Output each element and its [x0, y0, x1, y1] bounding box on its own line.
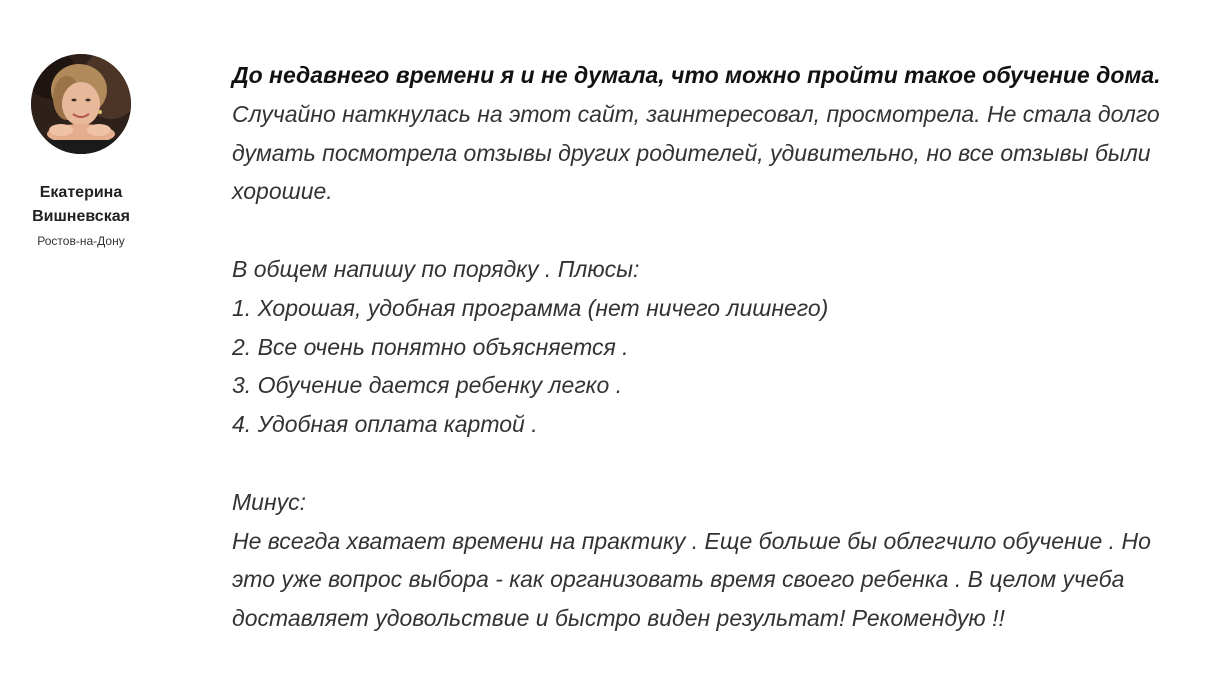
review-text	[232, 56, 1192, 638]
pros-item: 2. Все очень понятно объясняется .	[232, 333, 629, 360]
pros-heading: В общем напишу по порядку . Плюсы:	[232, 255, 640, 282]
paragraph-gap	[232, 444, 1192, 483]
review-intro-line: хорошие.	[232, 178, 333, 205]
paragraph-gap	[232, 211, 1192, 250]
cons-line: доставляет удовольствие и быстро виден результат! Рекомендую !!	[232, 605, 1005, 632]
pros-item: 1. Хорошая, удобная программа (нет ничего лишнего)	[232, 294, 829, 321]
review-intro-line: Случайно наткнулась на этот сайт, заинтересовал, просмотрела. Не стала долго	[232, 100, 1160, 127]
author-last-name: Вишневская	[32, 208, 130, 225]
person-photo-icon	[31, 54, 131, 154]
author-name	[0, 181, 162, 229]
cons-line: Не всегда хватает времени на практику . Еще больше бы облегчило обучение . Но	[232, 527, 1151, 554]
pros-item: 3. Обучение дается ребенку легко .	[232, 372, 623, 399]
review-intro-line: думать посмотрела отзывы других родителей, удивительно, но все отзывы были	[232, 139, 1151, 166]
avatar	[31, 54, 131, 154]
cons-line: это уже вопрос выбора - как организовать время своего ребенка . В целом учеба	[232, 566, 1125, 593]
pros-item: 4. Удобная оплата картой .	[232, 411, 538, 438]
cons-heading: Минус:	[232, 488, 306, 515]
review-lead: До недавнего времени я и не думала, что можно пройти такое обучение дома.	[232, 62, 1161, 88]
author-block	[0, 54, 162, 249]
author-city: Ростов-на-Дону	[37, 234, 125, 248]
author-first-name: Екатерина	[39, 184, 123, 201]
